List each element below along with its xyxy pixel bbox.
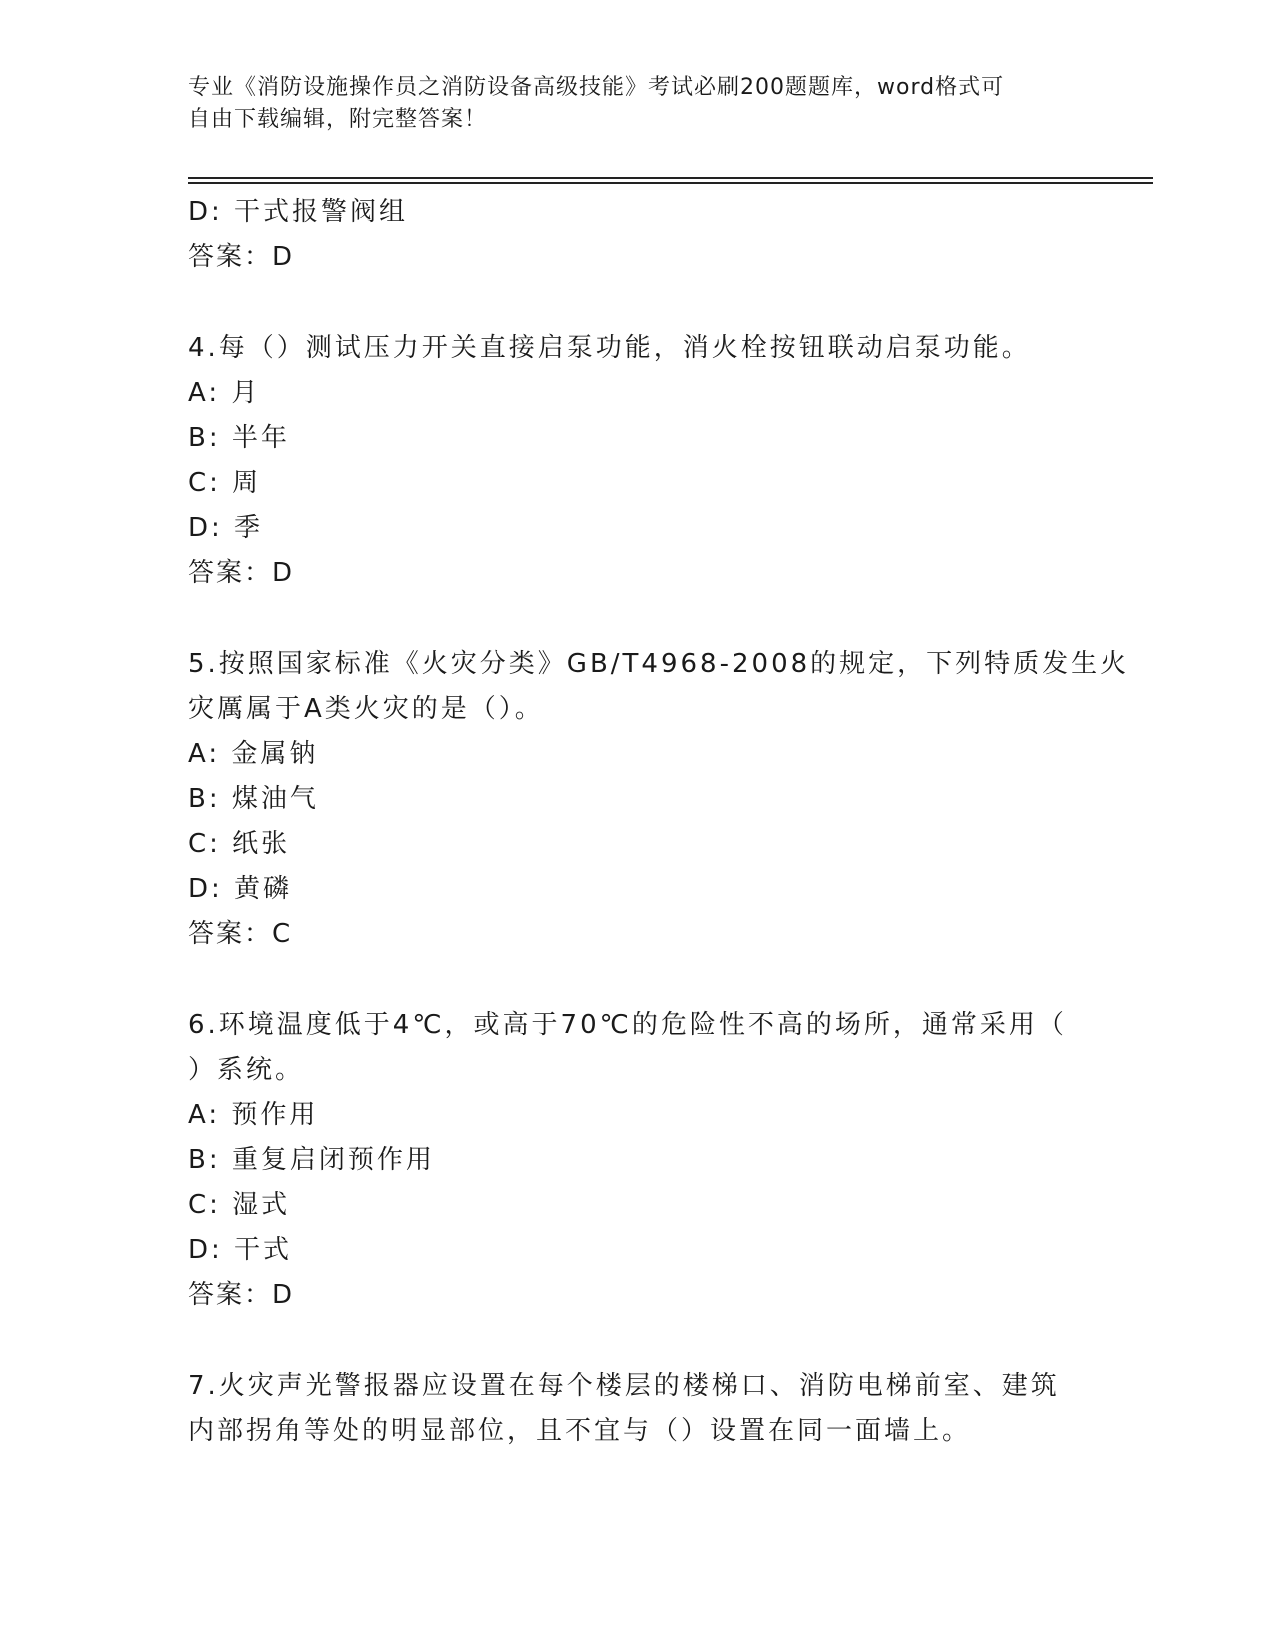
question-block-4	[188, 326, 1088, 596]
question-text: 6.环境温度低于4℃，或高于70℃的危险性不高的场所，通常采用（	[188, 1010, 1067, 1040]
question-text-continued: ）系统。	[188, 1055, 305, 1085]
option-d: D: 干式	[188, 1235, 293, 1265]
answer-line: 答案：D	[188, 558, 295, 588]
question-text-continued: 灾厲属于A类火灾的是（）。	[188, 694, 544, 724]
answer-line: 答案：D	[188, 242, 295, 272]
header-divider-top	[188, 177, 1153, 179]
option-c: C: 周	[188, 468, 262, 498]
question-block-6	[188, 1003, 1088, 1318]
question-text: 4.每（）测试压力开关直接启泵功能，消火栓按钮联动启泵功能。	[188, 333, 1031, 363]
option-b: B: 煤油气	[188, 784, 319, 814]
header-line-1: 专业《消防设施操作员之消防设备高级技能》考试必刷200题题库，word格式可	[188, 75, 1005, 100]
option-d: D: 季	[188, 513, 264, 543]
spacer	[188, 280, 1088, 326]
option-a: A: 预作用	[188, 1100, 319, 1130]
question-text-continued: 内部拐角等处的明显部位，且不宜与（）设置在同一面墙上。	[188, 1416, 972, 1446]
header-divider-bottom	[188, 182, 1153, 184]
answer-line: 答案：C	[188, 919, 293, 949]
question-block-5	[188, 642, 1130, 957]
option-b: B: 半年	[188, 423, 290, 453]
option-a: A: 月	[188, 378, 261, 408]
option-c: C: 湿式	[188, 1190, 291, 1220]
question-text: 7.火灾声光警报器应设置在每个楼层的楼梯口、消防电梯前室、建筑	[188, 1371, 1060, 1401]
answer-line: 答案：D	[188, 1280, 295, 1310]
document-header	[188, 72, 1068, 136]
option-a: A: 金属钠	[188, 739, 319, 769]
question-text: 5.按照国家标准《火灾分类》GB/T4968-2008的规定，下列特质发生火	[188, 649, 1130, 679]
spacer	[188, 957, 1088, 1003]
question-block-7	[188, 1364, 1088, 1454]
option-d: D: 干式报警阀组	[188, 197, 409, 227]
question-list	[188, 190, 1130, 1454]
spacer	[188, 596, 1088, 642]
header-line-2: 自由下载编辑，附完整答案！	[188, 107, 488, 132]
option-b: B: 重复启闭预作用	[188, 1145, 435, 1175]
spacer	[188, 1318, 1088, 1364]
option-d: D: 黄磷	[188, 874, 293, 904]
option-c: C: 纸张	[188, 829, 291, 859]
